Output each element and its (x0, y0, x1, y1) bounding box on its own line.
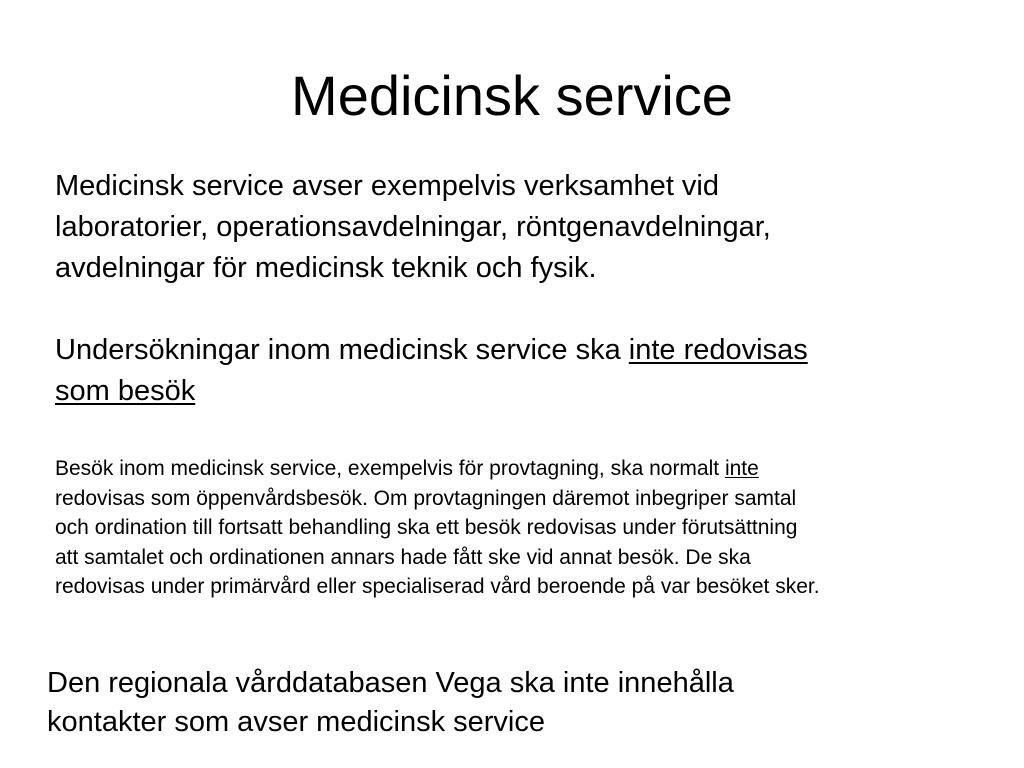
paragraph-examinations (55, 330, 995, 412)
slide-title: Medicinsk service (291, 64, 733, 127)
paragraph-line: Besök inom medicinsk service, exempelvis för provtagning, ska normalt (55, 457, 725, 480)
paragraph-vega-database (47, 664, 1007, 742)
paragraph-line: laboratorier, operationsavdelningar, röntgenavdelningar, (55, 211, 771, 243)
paragraph-line: och ordination till fortsatt behandling ska ett besök redovisas under förutsättning (55, 516, 798, 539)
underlined-emphasis: inte (724, 457, 759, 480)
paragraph-line: att samtalet och ordinationen annars hade fått ske vid annat besök. De ska (55, 545, 751, 569)
paragraph-line: redovisas under primärvård eller specialiserad vård beroende på var besöket sker. (55, 575, 820, 598)
underlined-emphasis: som besök (55, 375, 196, 407)
paragraph-visits (55, 454, 1010, 602)
paragraph-text: Undersökningar inom medicinsk service ska (55, 334, 629, 366)
paragraph-line: redovisas som öppenvårdsbesök. Om provtagningen däremot inbegriper samtal (55, 486, 797, 510)
paragraph-line: avdelningar för medicinsk teknik och fysik. (55, 252, 597, 284)
paragraph-definition (55, 166, 995, 289)
paragraph-line: kontakter som avser medicinsk service (47, 706, 545, 738)
paragraph-line: Den regionala vårddatabasen Vega ska inte innehålla (47, 667, 734, 699)
underlined-emphasis: inte redovisas (628, 334, 808, 366)
paragraph-line: Medicinsk service avser exempelvis verksamhet vid (55, 170, 719, 202)
